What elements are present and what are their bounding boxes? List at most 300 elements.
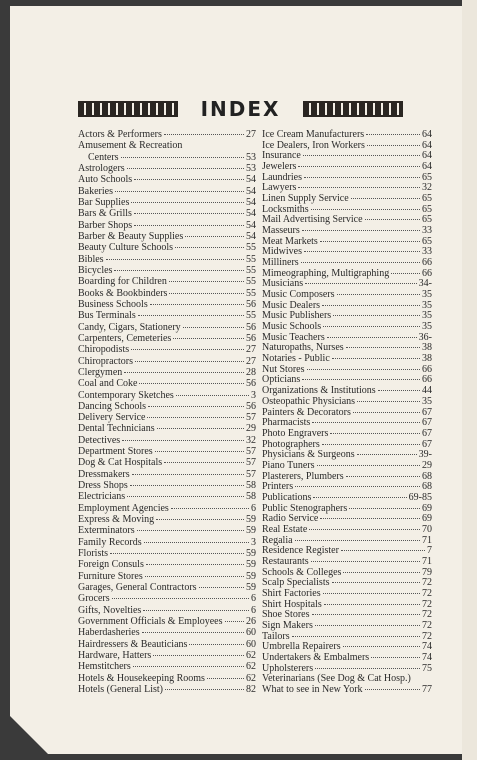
leader-dots <box>183 327 244 328</box>
entry-page-number: 39- <box>418 449 432 461</box>
entry-label: Mimeographing, Multigraphing <box>262 267 390 279</box>
index-entry <box>78 390 256 401</box>
entry-label: Publications <box>262 491 312 503</box>
entry-label: Centers <box>88 151 119 163</box>
entry-label: Scalp Specialists <box>262 577 330 589</box>
leader-dots <box>357 401 420 402</box>
entry-page-number: 56 <box>246 400 256 412</box>
entry-label: Shirt Factories <box>262 587 321 599</box>
entry-label: Detectives <box>78 434 121 446</box>
entry-label: Dressmakers <box>78 468 130 480</box>
index-entry <box>78 197 256 208</box>
entry-page-number: 54 <box>246 185 256 197</box>
entry-page-number: 72 <box>422 630 432 642</box>
entry-label: Carpenters, Cemeteries <box>78 332 172 344</box>
index-entry <box>262 257 432 268</box>
entry-page-number: 55 <box>246 276 256 288</box>
index-entry <box>262 492 432 503</box>
leader-dots <box>378 390 420 391</box>
leader-dots <box>343 572 420 573</box>
entry-page-number: 66 <box>422 267 432 279</box>
entry-page-number: 55 <box>246 264 256 276</box>
leader-dots <box>343 646 420 647</box>
leader-dots <box>351 198 420 199</box>
entry-page-number: 65 <box>422 171 432 183</box>
leader-dots <box>302 230 420 231</box>
index-entry <box>262 652 432 663</box>
index-entry <box>78 367 256 378</box>
leader-dots <box>131 349 244 350</box>
entry-page-number: 53 <box>246 151 256 163</box>
index-entry <box>78 684 256 695</box>
leader-dots <box>185 236 244 237</box>
entry-page-number: 29 <box>246 423 256 435</box>
entry-page-number: 56 <box>246 321 256 333</box>
leader-dots <box>349 508 420 509</box>
index-entry <box>262 321 432 332</box>
entry-page-number: 64 <box>422 150 432 162</box>
index-entry <box>262 567 432 578</box>
document-page <box>10 6 462 754</box>
index-entry <box>262 641 432 652</box>
leader-dots <box>332 582 421 583</box>
index-entry <box>262 407 432 418</box>
entry-page-number: 57 <box>246 446 256 458</box>
entry-label: Laundries <box>262 171 302 183</box>
entry-label: Electricians <box>78 491 126 503</box>
index-entry <box>262 300 432 311</box>
leader-dots <box>112 598 249 599</box>
leader-dots <box>357 454 417 455</box>
entry-label: Music Composers <box>262 289 335 301</box>
entry-label: Jewelers <box>262 161 297 173</box>
index-entry <box>78 627 256 638</box>
leader-dots <box>124 372 244 373</box>
index-entry <box>262 268 432 279</box>
leader-dots <box>332 358 420 359</box>
leader-dots <box>134 213 244 214</box>
entry-label: Bar Supplies <box>78 196 130 208</box>
leader-dots <box>169 293 244 294</box>
entry-label: Furniture Stores <box>78 570 143 582</box>
index-entry <box>78 650 256 661</box>
entry-page-number: 64 <box>422 161 432 173</box>
entry-label: Real Estate <box>262 523 308 535</box>
entry-page-number: 66 <box>422 257 432 269</box>
entry-label: Ice Cream Manufacturers <box>262 129 365 140</box>
entry-page-number: 36- <box>418 331 432 343</box>
entry-page-number: 35 <box>422 321 432 333</box>
leader-dots <box>132 474 244 475</box>
index-header <box>78 96 403 122</box>
entry-label: Linen Supply Service <box>262 193 349 205</box>
entry-label: Music Publishers <box>262 310 332 322</box>
leader-dots <box>309 529 420 530</box>
leader-dots <box>323 593 420 594</box>
entry-page-number: 7 <box>427 545 432 557</box>
entry-label: Shirt Hospitals <box>262 598 322 610</box>
leader-dots <box>320 518 420 519</box>
entry-label: Schools & Colleges <box>262 566 342 578</box>
leader-dots <box>146 564 244 565</box>
index-entry <box>262 663 432 674</box>
entry-label: Astrologers <box>78 162 125 174</box>
entry-label: Hotels (General List) <box>78 684 163 695</box>
entry-label: Dog & Cat Hospitals <box>78 457 163 469</box>
leader-dots <box>327 337 417 338</box>
leader-dots <box>145 576 244 577</box>
entry-page-number: 56 <box>246 298 256 310</box>
entry-page-number: 67 <box>422 438 432 450</box>
entry-label: Ice Dealers, Iron Workers <box>262 139 365 151</box>
index-entry <box>78 673 256 684</box>
entry-page-number: 57 <box>246 412 256 424</box>
leader-dots <box>139 383 244 384</box>
index-entry <box>78 469 256 480</box>
index-entry <box>262 246 432 257</box>
index-entry <box>78 446 256 457</box>
index-entry <box>78 129 256 140</box>
entry-page-number: 35 <box>422 310 432 322</box>
entry-page-number: 35 <box>422 395 432 407</box>
entry-page-number: 27 <box>246 344 256 356</box>
index-entry <box>78 322 256 333</box>
entry-page-number: 62 <box>246 661 256 673</box>
entry-label: Florists <box>78 548 109 560</box>
entry-page-number: 69-85 <box>408 491 432 503</box>
index-entry <box>262 460 432 471</box>
entry-label: Shoe Stores <box>262 609 310 621</box>
entry-page-number: 72 <box>422 619 432 631</box>
index-entry <box>262 673 432 684</box>
entry-label: Radio Service <box>262 513 319 525</box>
leader-dots <box>127 496 244 497</box>
entry-page-number: 29 <box>422 459 432 471</box>
leader-dots <box>135 361 244 362</box>
leader-dots <box>115 191 244 192</box>
index-entry <box>78 457 256 468</box>
entry-page-number: 66 <box>422 374 432 386</box>
entry-label: Insurance <box>262 150 301 162</box>
entry-page-number: 55 <box>246 310 256 322</box>
entry-label: Candy, Cigars, Stationery <box>78 321 181 333</box>
index-entry <box>262 193 432 204</box>
entry-label: Actors & Performers <box>78 129 162 140</box>
index-entry <box>262 225 432 236</box>
entry-label: Contemporary Sketches <box>78 389 174 401</box>
leader-dots <box>106 259 244 260</box>
entry-label: Clergymen <box>78 366 123 378</box>
entry-label: Boarding for Children <box>78 276 167 288</box>
entry-page-number: 62 <box>246 650 256 662</box>
index-entry <box>78 163 256 174</box>
index-entry <box>78 333 256 344</box>
entry-page-number: 35 <box>422 289 432 301</box>
leader-dots <box>366 134 420 135</box>
entry-label: Dress Shops <box>78 480 128 492</box>
index-entry <box>78 174 256 185</box>
index-entry <box>78 537 256 548</box>
index-entry <box>262 535 432 546</box>
leader-dots <box>127 168 244 169</box>
entry-label: Sign Makers <box>262 619 313 631</box>
entry-label: Amusement & Recreation <box>78 140 183 152</box>
entry-label: Physicians & Surgeons <box>262 449 355 461</box>
entry-label: Bakeries <box>78 185 113 197</box>
leader-dots <box>295 486 420 487</box>
index-entry <box>78 242 256 253</box>
entry-page-number: 58 <box>246 491 256 503</box>
entry-label: Residence Register <box>262 545 339 557</box>
leader-dots <box>371 657 420 658</box>
leader-dots <box>298 187 420 188</box>
index-entry <box>262 471 432 482</box>
index-entry <box>78 548 256 559</box>
index-entry <box>78 616 256 627</box>
leader-dots <box>165 689 244 690</box>
leader-dots <box>330 433 420 434</box>
entry-label: Music Dealers <box>262 299 321 311</box>
index-entry <box>78 559 256 570</box>
leader-dots <box>320 241 420 242</box>
entry-page-number: 64 <box>422 139 432 151</box>
entry-page-number: 33 <box>422 246 432 258</box>
entry-page-number: 65 <box>422 193 432 205</box>
leader-dots <box>121 157 244 158</box>
index-entry <box>78 344 256 355</box>
entry-page-number: 55 <box>246 242 256 254</box>
entry-label: Lawyers <box>262 182 297 194</box>
entry-page-number: 69 <box>422 513 432 525</box>
index-entry <box>262 161 432 172</box>
index-entry <box>262 278 432 289</box>
entry-page-number: 3 <box>251 389 256 401</box>
index-entry <box>262 631 432 642</box>
entry-page-number: 62 <box>246 672 256 684</box>
index-entry <box>262 364 432 375</box>
entry-label: Delivery Service <box>78 412 146 424</box>
index-entry <box>262 332 432 343</box>
entry-page-number: 44 <box>422 385 432 397</box>
entry-page-number: 59 <box>246 559 256 571</box>
index-entry <box>78 480 256 491</box>
leader-dots <box>164 134 244 135</box>
entry-label: Osteopathic Physicians <box>262 395 356 407</box>
index-entry <box>78 401 256 412</box>
index-entry <box>78 503 256 514</box>
index-entry <box>262 545 432 556</box>
entry-label: Government Officials & Employees <box>78 616 223 628</box>
index-entry <box>262 214 432 225</box>
index-entry <box>262 577 432 588</box>
entry-label: Gifts, Novelties <box>78 604 142 616</box>
index-entry <box>78 310 256 321</box>
leader-dots <box>153 655 244 656</box>
entry-label: Express & Moving <box>78 514 155 526</box>
index-entry <box>262 150 432 161</box>
entry-page-number: 68 <box>422 470 432 482</box>
leader-dots <box>110 553 244 554</box>
entry-label: Barber Shops <box>78 219 133 231</box>
index-entry <box>78 525 256 536</box>
leader-dots <box>322 305 420 306</box>
entry-label: Meat Markets <box>262 235 318 247</box>
leader-dots <box>315 668 420 669</box>
entry-page-number: 3 <box>251 536 256 548</box>
leader-dots <box>302 379 420 380</box>
entry-label: Music Schools <box>262 321 322 333</box>
leader-dots <box>298 166 420 167</box>
leader-dots <box>155 451 244 452</box>
entry-page-number: 26 <box>246 616 256 628</box>
entry-label: Exterminators <box>78 525 135 537</box>
index-entry <box>262 204 432 215</box>
index-entry <box>262 182 432 193</box>
entry-label: What to see in New York <box>262 684 363 695</box>
index-entry <box>78 514 256 525</box>
index-entry <box>78 276 256 287</box>
entry-label: Printers <box>262 481 294 493</box>
entry-page-number: 69 <box>422 502 432 514</box>
index-entry <box>262 396 432 407</box>
index-entry <box>78 571 256 582</box>
entry-label: Hotels & Housekeeping Rooms <box>78 672 205 684</box>
entry-page-number: 6 <box>251 604 256 616</box>
entry-label: Books & Bookbinders <box>78 287 168 299</box>
entry-page-number: 6 <box>251 502 256 514</box>
entry-page-number: 56 <box>246 378 256 390</box>
entry-page-number: 65 <box>422 214 432 226</box>
entry-page-number: 54 <box>246 230 256 242</box>
index-entry <box>262 684 432 695</box>
entry-page-number: 66 <box>422 363 432 375</box>
index-entry <box>262 140 432 151</box>
entry-label: Bibles <box>78 253 104 265</box>
entry-page-number: 27 <box>246 355 256 367</box>
entry-label: Plasterers, Plumbers <box>262 470 344 482</box>
leader-dots <box>346 476 420 477</box>
entry-page-number: 74 <box>422 641 432 653</box>
entry-label: Painters & Decorators <box>262 406 351 418</box>
entry-label: Midwives <box>262 246 302 258</box>
entry-page-number: 70 <box>422 523 432 535</box>
page-title: INDEX <box>200 97 281 121</box>
entry-page-number: 34- <box>418 278 432 290</box>
entry-label: Haberdasheries <box>78 627 140 639</box>
index-entry <box>262 524 432 535</box>
entry-label: Masseurs <box>262 225 300 237</box>
entry-page-number: 59 <box>246 525 256 537</box>
leader-dots <box>134 225 244 226</box>
leader-dots <box>295 540 420 541</box>
leader-dots <box>311 561 420 562</box>
entry-page-number: 35 <box>422 299 432 311</box>
index-entry <box>262 481 432 492</box>
leader-dots <box>207 678 244 679</box>
leader-dots <box>312 614 421 615</box>
entry-page-number: 57 <box>246 468 256 480</box>
leader-dots <box>133 666 244 667</box>
entry-page-number: 75 <box>422 662 432 674</box>
leader-dots <box>147 417 244 418</box>
index-entry <box>262 172 432 183</box>
entry-page-number: 71 <box>422 534 432 546</box>
entry-label: Photographers <box>262 438 320 450</box>
entry-label: Hardware, Hatters <box>78 650 152 662</box>
index-entry <box>78 593 256 604</box>
entry-label: Mail Advertising Service <box>262 214 363 226</box>
entry-page-number: 72 <box>422 587 432 599</box>
leader-dots <box>189 644 244 645</box>
entry-page-number: 54 <box>246 208 256 220</box>
entry-label: Barber & Beauty Supplies <box>78 230 184 242</box>
index-entry <box>262 289 432 300</box>
index-entry <box>78 254 256 265</box>
leader-dots <box>199 587 244 588</box>
entry-page-number: 6 <box>251 593 256 605</box>
index-entry <box>78 661 256 672</box>
index-entry <box>78 378 256 389</box>
index-entry <box>262 588 432 599</box>
leader-dots <box>138 315 244 316</box>
entry-label: Naturopaths, Nurses <box>262 342 344 354</box>
leader-dots <box>353 412 420 413</box>
entry-label: Foreign Consuls <box>78 559 144 571</box>
entry-page-number: 59 <box>246 548 256 560</box>
leader-dots <box>317 465 420 466</box>
entry-page-number: 32 <box>246 434 256 446</box>
leader-dots <box>131 202 244 203</box>
entry-label: Hairdressers & Beauticians <box>78 638 188 650</box>
index-entry <box>262 599 432 610</box>
entry-page-number: 55 <box>246 253 256 265</box>
index-entry <box>262 385 432 396</box>
entry-page-number: 67 <box>422 427 432 439</box>
leader-dots <box>122 440 244 441</box>
leader-dots <box>164 462 244 463</box>
entry-page-number: 72 <box>422 598 432 610</box>
entry-label: Nut Stores <box>262 363 305 375</box>
entry-page-number: 59 <box>246 582 256 594</box>
index-entry <box>78 491 256 502</box>
entry-label: Locksmiths <box>262 203 309 215</box>
entry-label: Opticians <box>262 374 301 386</box>
entry-page-number: 32 <box>422 182 432 194</box>
index-entry <box>78 423 256 434</box>
leader-dots <box>169 281 244 282</box>
leader-dots <box>341 550 425 551</box>
leader-dots <box>144 542 249 543</box>
entry-label: Bus Terminals <box>78 310 136 322</box>
entry-label: Pharmacists <box>262 417 311 429</box>
entry-label: Undertakers & Embalmers <box>262 651 370 663</box>
leader-dots <box>304 251 420 252</box>
entry-page-number: 60 <box>246 638 256 650</box>
entry-label: Family Records <box>78 536 142 548</box>
leader-dots <box>175 247 244 248</box>
entry-page-number: 28 <box>246 366 256 378</box>
index-entry <box>78 288 256 299</box>
leader-dots <box>365 219 420 220</box>
leader-dots <box>312 422 420 423</box>
entry-page-number: 54 <box>246 174 256 186</box>
entry-page-number: 71 <box>422 555 432 567</box>
leader-dots <box>156 519 244 520</box>
leader-dots <box>315 625 420 626</box>
entry-page-number: 56 <box>246 332 256 344</box>
leader-dots <box>137 530 244 531</box>
entry-label: Beauty Culture Schools <box>78 242 173 254</box>
